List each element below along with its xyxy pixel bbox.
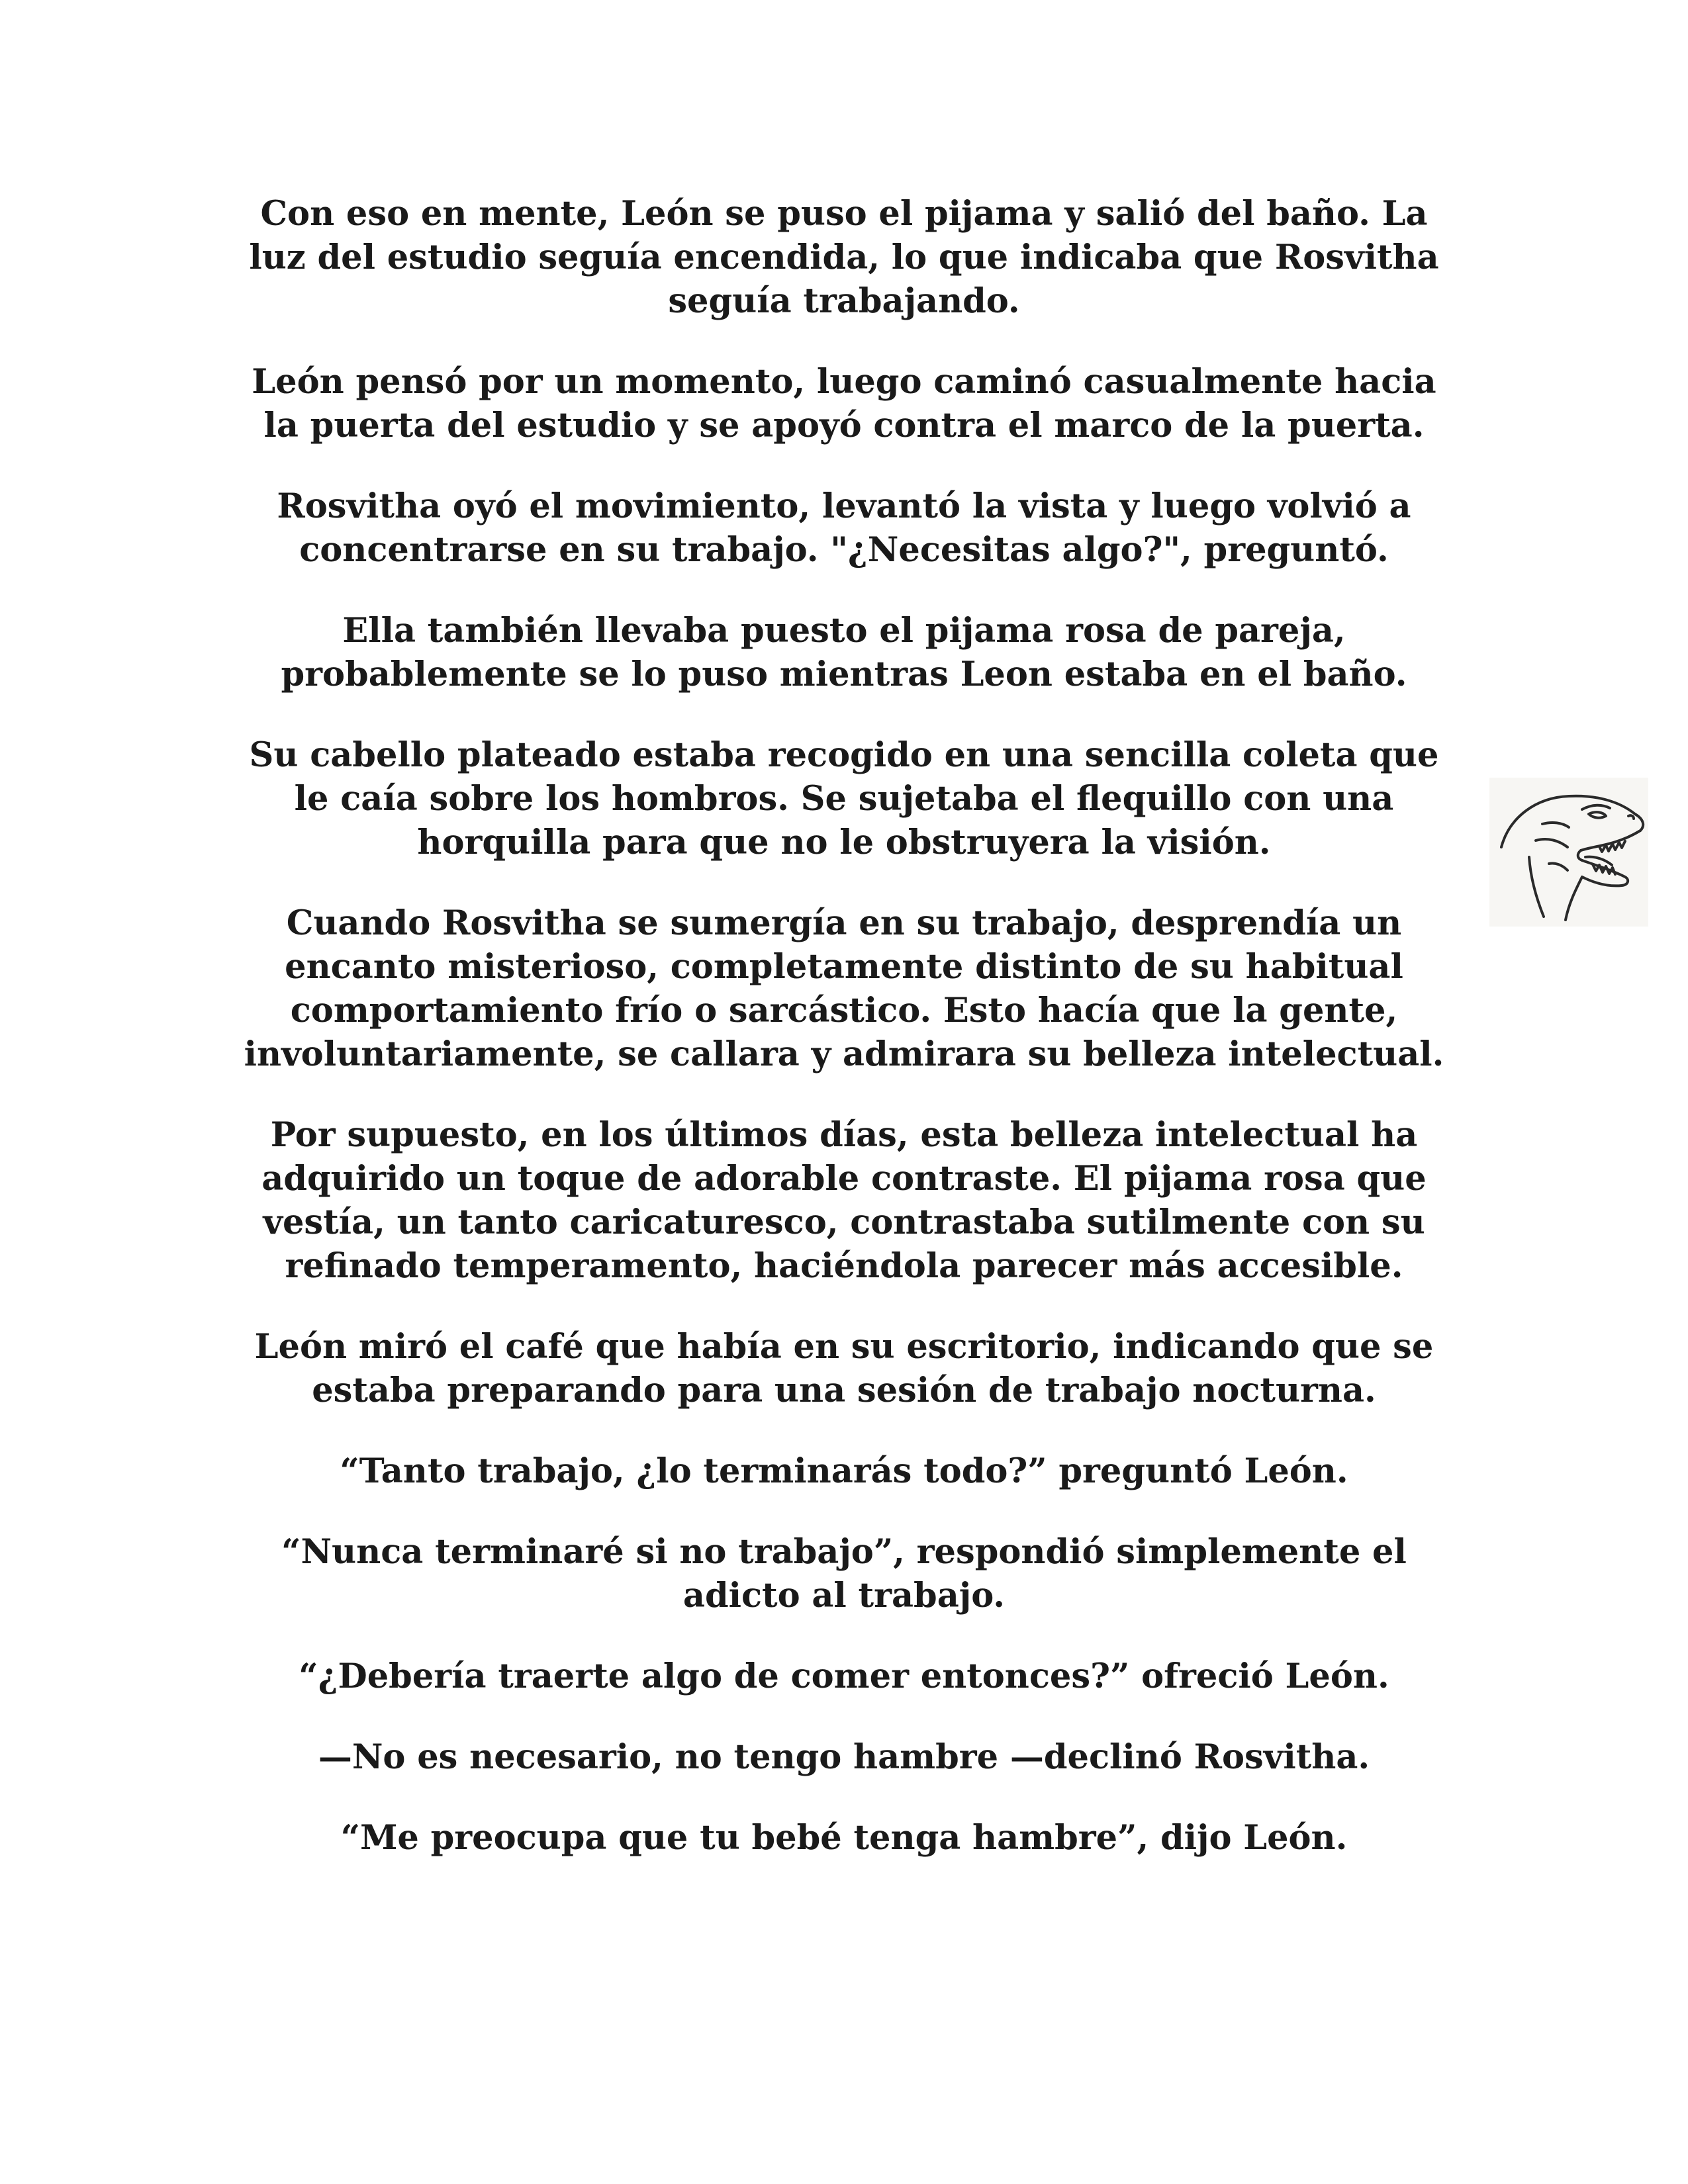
dinosaur-head-sketch-icon — [1489, 778, 1648, 927]
paragraph: Cuando Rosvitha se sumergía en su trabajo, desprendía un encanto misterioso, completamente distinto de su habitual comportamiento frío o sarcástico. Esto hacía que la gente, involuntariamente, se callara y admirara su belleza intelectual. — [244, 903, 1444, 1074]
paragraph: “¿Debería traerte algo de comer entonces?” ofreció León. — [299, 1657, 1389, 1696]
story-text — [232, 192, 1456, 1897]
paragraph: “Tanto trabajo, ¿lo terminarás todo?” preguntó León. — [340, 1451, 1348, 1491]
paragraph: —No es necesario, no tengo hambre —declinó Rosvitha. — [318, 1737, 1370, 1777]
paragraph: “Nunca terminaré si no trabajo”, respondió simplemente el adicto al trabajo. — [281, 1532, 1407, 1615]
paragraph: Por supuesto, en los últimos días, esta belleza intelectual ha adquirido un toque de adorable contraste. El pijama rosa que vestía, un tanto caricaturesco, contrastaba sutilmente con su refinado temperamento, haciéndola parecer más accesible. — [261, 1115, 1427, 1286]
paragraph: Su cabello plateado estaba recogido en una sencilla coleta que le caía sobre los hombros. Se sujetaba el flequillo con una horquilla para que no le obstruyera la visión. — [249, 735, 1439, 862]
paragraph: Ella también llevaba puesto el pijama rosa de pareja, probablemente se lo puso mientras Leon estaba en el baño. — [281, 611, 1407, 694]
paragraph: “Me preocupa que tu bebé tenga hambre”, dijo León. — [340, 1818, 1348, 1858]
paragraph: León miró el café que había en su escritorio, indicando que se estaba preparando para una sesión de trabajo nocturna. — [254, 1327, 1434, 1410]
paragraph: Con eso en mente, León se puso el pijama y salió del baño. La luz del estudio seguía encendida, lo que indicaba que Rosvitha seguía trabajando. — [249, 194, 1439, 321]
paragraph: Rosvitha oyó el movimiento, levantó la vista y luego volvió a concentrarse en su trabajo. "¿Necesitas algo?", preguntó. — [277, 486, 1411, 570]
paragraph: León pensó por un momento, luego caminó casualmente hacia la puerta del estudio y se apoyó contra el marco de la puerta. — [252, 362, 1436, 445]
